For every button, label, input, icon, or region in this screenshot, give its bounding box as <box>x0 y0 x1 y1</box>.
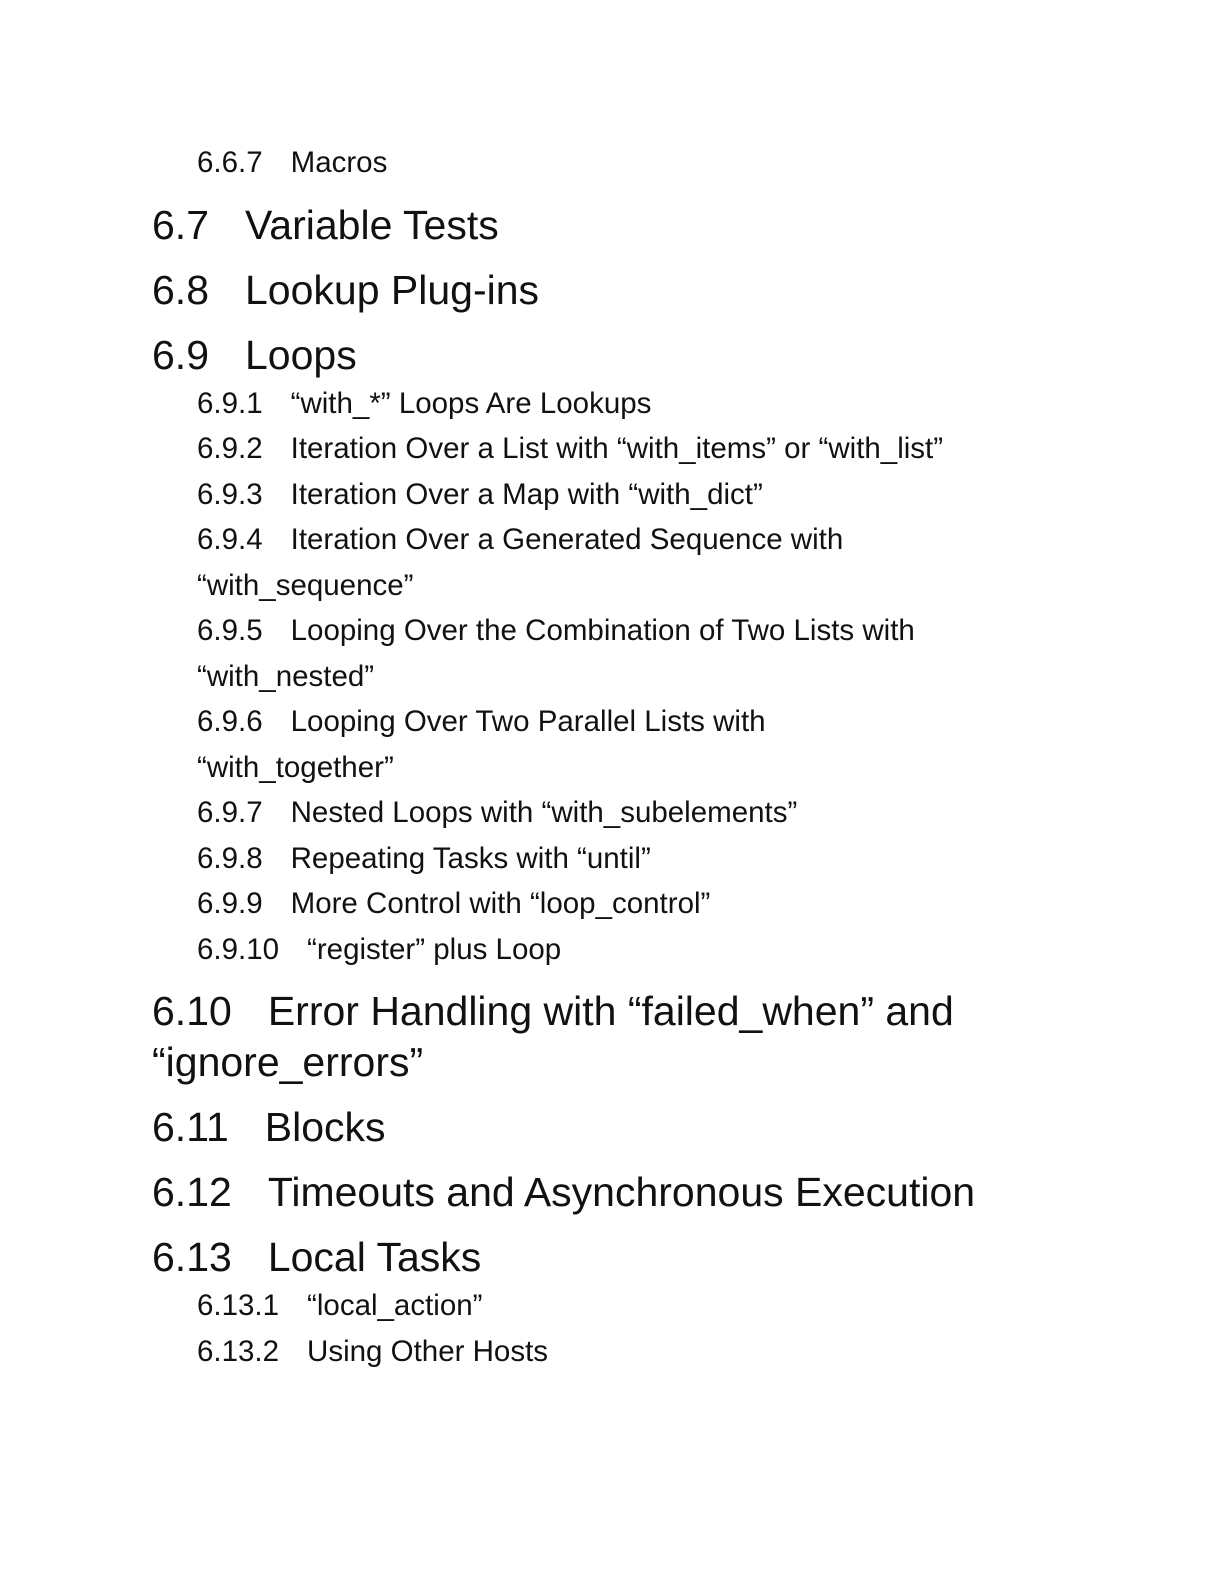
toc-entry[interactable] <box>197 608 1072 699</box>
toc-entry-number: 6.8 <box>152 266 209 313</box>
toc-entry-title-continued: “with_together” <box>197 750 394 784</box>
toc-entry-number: 6.9.4 <box>197 523 263 556</box>
toc-entry-title-continued: “with_sequence” <box>197 568 414 602</box>
toc-entry-number: 6.9.10 <box>197 932 280 966</box>
toc-entry[interactable] <box>197 699 1072 790</box>
toc-entry-title: Nested Loops with “with_subelements” <box>290 796 798 829</box>
toc-entry-number: 6.9.5 <box>197 614 263 647</box>
toc-entry-title: Error Handling with “failed_when” and <box>267 988 954 1034</box>
toc-entry-number: 6.9.8 <box>197 841 263 875</box>
toc-entry-title: “local_action” <box>307 1289 483 1322</box>
toc-entry-title: Local Tasks <box>267 1234 482 1280</box>
toc-entry-number: 6.6.7 <box>197 146 263 179</box>
toc-entry-title: Loops <box>245 331 357 378</box>
toc-entry-title: Blocks <box>264 1104 386 1150</box>
toc-entry[interactable] <box>197 426 1072 472</box>
toc-entry-title-continued: “ignore_errors” <box>152 1039 424 1085</box>
toc-entry[interactable] <box>197 140 1072 186</box>
toc-entry[interactable] <box>197 1283 1072 1329</box>
toc-entry-number: 6.10 <box>152 988 232 1034</box>
toc-entry-number: 6.9.1 <box>197 386 263 420</box>
toc-entry-title: Looping Over the Combination of Two Lists with <box>290 614 915 647</box>
toc-entry-title: Looping Over Two Parallel Lists with <box>290 705 766 738</box>
toc-entry-number: 6.13 <box>152 1234 232 1280</box>
toc-entry-number: 6.7 <box>152 201 209 248</box>
toc-entry-number: 6.13.2 <box>197 1334 280 1368</box>
toc-entry-title: Lookup Plug-ins <box>245 266 540 313</box>
toc-entry-number: 6.9 <box>152 331 209 378</box>
toc-entry-title: “with_*” Loops Are Lookups <box>290 386 652 420</box>
toc-entry[interactable] <box>152 1167 1072 1218</box>
table-of-contents <box>152 140 1072 1374</box>
toc-entry[interactable] <box>152 265 1072 316</box>
toc-entry-number: 6.9.9 <box>197 887 263 920</box>
toc-entry[interactable] <box>197 881 1072 927</box>
toc-entry[interactable] <box>152 1232 1072 1283</box>
toc-entry-number: 6.9.2 <box>197 432 263 465</box>
toc-entry[interactable] <box>197 927 1072 973</box>
toc-entry[interactable] <box>197 1329 1072 1375</box>
toc-entry-number: 6.9.7 <box>197 796 263 829</box>
toc-entry-title: “register” plus Loop <box>307 932 562 966</box>
toc-entry[interactable] <box>197 790 1072 836</box>
toc-entry-title: Iteration Over a Generated Sequence with <box>290 523 844 556</box>
toc-entry[interactable] <box>197 472 1072 518</box>
toc-entry[interactable] <box>152 1102 1072 1153</box>
toc-entry-title: More Control with “loop_control” <box>290 887 711 920</box>
toc-entry-number: 6.9.6 <box>197 705 263 738</box>
toc-entry-number: 6.9.3 <box>197 477 263 511</box>
toc-entry[interactable] <box>197 836 1072 882</box>
toc-entry-title: Macros <box>290 146 388 179</box>
toc-entry[interactable] <box>197 381 1072 427</box>
toc-entry[interactable] <box>152 330 1072 381</box>
toc-entry-title-continued: “with_nested” <box>197 659 375 693</box>
toc-entry-title: Iteration Over a Map with “with_dict” <box>290 477 763 511</box>
toc-entry-title: Timeouts and Asynchronous Execution <box>267 1169 976 1215</box>
toc-entry-number: 6.13.1 <box>197 1289 280 1322</box>
toc-entry[interactable] <box>152 200 1072 251</box>
toc-entry[interactable] <box>197 517 1072 608</box>
toc-entry-title: Repeating Tasks with “until” <box>290 841 651 875</box>
toc-entry-title: Using Other Hosts <box>307 1334 549 1368</box>
toc-entry-title: Iteration Over a List with “with_items” or “with_list” <box>290 432 944 465</box>
toc-entry[interactable] <box>152 986 1072 1088</box>
toc-entry-number: 6.12 <box>152 1169 232 1215</box>
toc-entry-number: 6.11 <box>152 1104 229 1150</box>
toc-entry-title: Variable Tests <box>245 201 499 248</box>
